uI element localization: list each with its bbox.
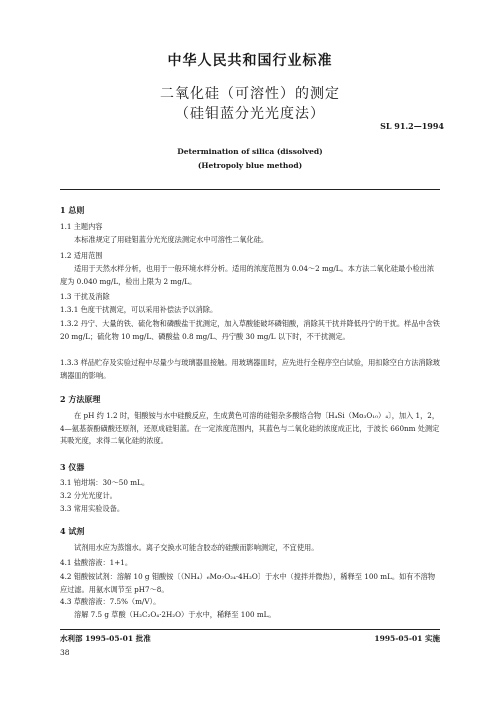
clause-4-3: 4.3 草酸溶液：7.5%（m/V）。 (60, 597, 161, 606)
clause-3-2: 3.2 分光光度计。 (60, 491, 117, 500)
page-number: 38 (60, 648, 70, 657)
clause-1-2-text: 适用于天然水样分析，也用于一般环境水样分析。适用的浓度范围为 0.04～2 mg/L。本方法二氧化硅最小检出浓度为 0.040 mg/L，检出上限为 2 mg/L。 (60, 264, 435, 286)
clause-1-1-heading: 1.1 主题内容 (60, 222, 103, 231)
section-4-intro: 试剂用水应为蒸馏水。离子交换水可能含胶态的硅酸而影响测定，不宜使用。 (74, 543, 319, 552)
clause-3-3: 3.3 常用实验设备。 (60, 504, 125, 513)
standard-number: SL 91.2—1994 (380, 121, 444, 131)
document-title: 二氧化硅（可溶性）的测定 (160, 86, 340, 102)
clause-4-1: 4.1 盐酸溶液：1+1。 (60, 558, 133, 567)
clause-1-2-heading: 1.2 适用范围 (60, 251, 103, 260)
section-1-heading: 1 总则 (60, 205, 85, 215)
footer-divider (60, 629, 440, 630)
english-subtitle: (Hetropoly blue method) (197, 161, 303, 170)
clause-1-3-heading: 1.3 干扰及消除 (60, 292, 110, 301)
section-3-heading: 3 仪器 (60, 462, 85, 472)
clause-4-2: 4.2 钼酸铵试剂：溶解 10 g 钼酸铵〔（NH₄）₆Mo₇O₂₄·4H₂O〕于水中（搅拌并微热），稀释至 100 mL。如有不溶物应过滤。用氨水调节至 pH7～8。 (60, 572, 436, 594)
header-divider (60, 189, 440, 190)
standard-category-header: 中华人民共和国行业标准 (167, 53, 333, 69)
clause-1-3-2: 1.3.2 丹宁、大量的铁、硫化物和磷酸盐干扰测定，加入草酸能破坏磷钼酸，消除其干扰并降低丹宁的干扰。样品中含铁 20 mg/L；硫化物 10 mg/L、磷酸盐 0.8 mg/L、丹宁酸 30 mg/L 以下时，不干扰测定。 (60, 319, 440, 341)
clause-3-1: 3.1 铂坩埚：30～50 mL。 (60, 478, 150, 487)
section-2-heading: 2 方法原理 (60, 394, 101, 404)
clause-1-3-1: 1.3.1 色度干扰测定，可以采用补偿法予以消除。 (60, 305, 218, 314)
english-title: Determination of silica (dissolved) (177, 147, 323, 156)
approval-date: 水利部 1995-05-01 批准 (60, 634, 151, 643)
section-2-text: 在 pH 约 1.2 时，钼酸铵与水中硅酸反应，生成黄色可溶的硅钼杂多酸络合物〔H₄Si（Mo₃O₁₀）₄〕，加入 1，2，4—氨基萘酚磺酸还原剂，还原成硅钼蓝。在一定浓度范围内，其蓝色与二氧化硅的浓度成正比，于波长 660nm 处测定其吸光度，求得二氧化硅的浓度。 (60, 411, 440, 445)
effective-date: 1995-05-01 实施 (374, 634, 440, 643)
clause-4-3-text: 溶解 7.5 g 草酸（H₂C₂O₄·2H₂O）于水中，稀释至 100 mL。 (74, 610, 276, 619)
section-4-heading: 4 试剂 (60, 526, 85, 536)
clause-1-1-text: 本标准规定了用硅钼蓝分光光度法测定水中可溶性二氧化硅。 (74, 235, 269, 244)
document-subtitle: （硅钼蓝分光光度法） (175, 106, 325, 122)
clause-1-3-3: 1.3.3 样品贮存及实验过程中尽量少与玻璃器皿接触。用玻璃器皿时，应先进行全程序空白试验，用扣除空白方法消除玻璃器皿的影响。 (60, 358, 440, 380)
